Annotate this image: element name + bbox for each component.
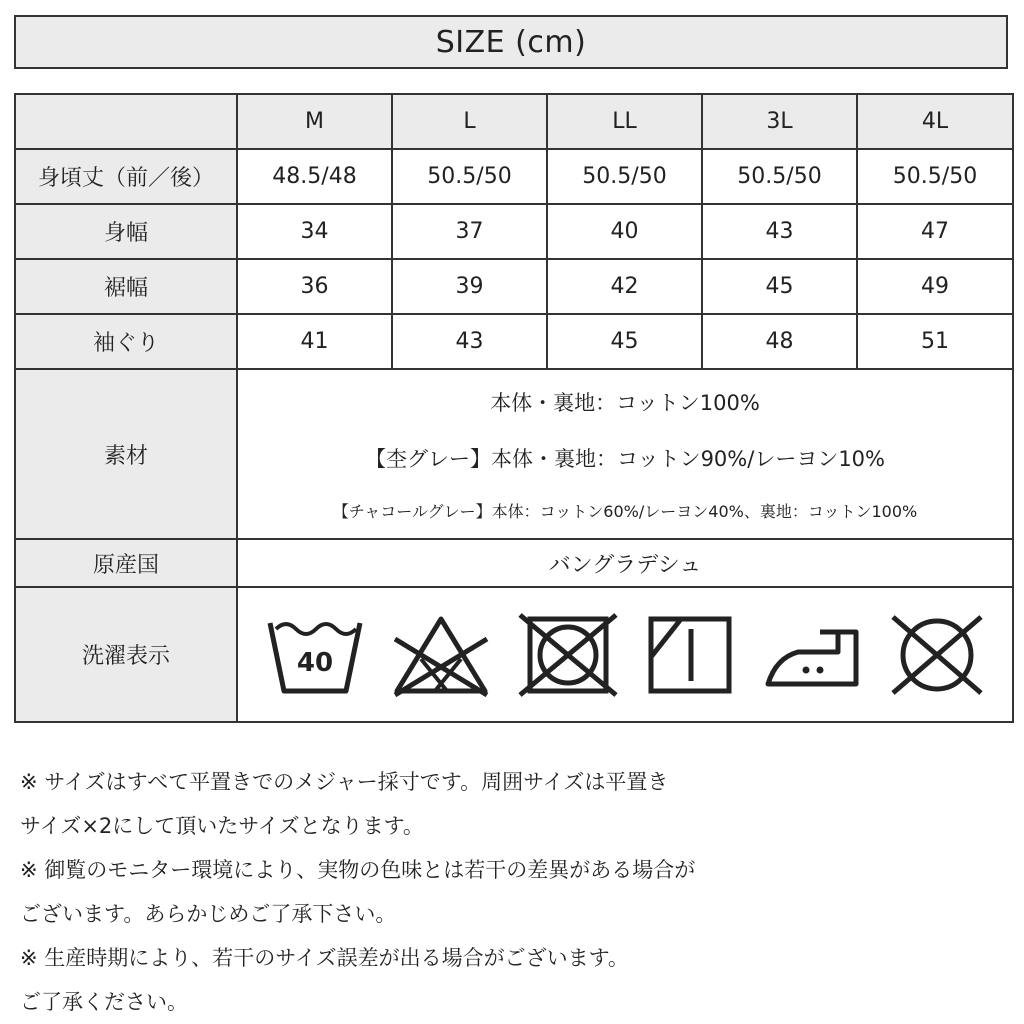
cell-value: 40 (547, 204, 702, 259)
size-header-ll: LL (547, 94, 702, 149)
note-line: ございます。あらかじめご了承下さい。 (20, 902, 397, 926)
origin-row (15, 539, 1013, 587)
note-line: サイズ×2にして頂いたサイズとなります。 (20, 814, 424, 838)
wash-temp-label: 40 (296, 647, 333, 678)
size-header-3l: 3L (702, 94, 857, 149)
material-row (15, 369, 1013, 539)
cell-value: 42 (547, 259, 702, 314)
cell-value: 34 (237, 204, 392, 259)
care-icons (238, 613, 1012, 697)
size-header-row (15, 94, 1013, 149)
cell-value: 43 (392, 314, 547, 369)
cell-value: 50.5/50 (857, 149, 1013, 204)
origin-value: バングラデシュ (237, 539, 1013, 587)
cell-value: 48 (702, 314, 857, 369)
cell-value: 39 (392, 259, 547, 314)
cell-value: 36 (237, 259, 392, 314)
size-table (14, 93, 1014, 723)
no-bleach-icon (391, 613, 491, 697)
row-label-care: 洗濯表示 (15, 587, 237, 722)
table-row (15, 314, 1013, 369)
material-line-1: 本体・裏地：コットン100% (490, 390, 760, 415)
row-label-length: 身頃丈（前／後） (15, 149, 237, 204)
care-row (15, 587, 1013, 722)
no-tumble-dry-icon (518, 613, 618, 697)
row-label-hem: 裾幅 (15, 259, 237, 314)
table-row (15, 204, 1013, 259)
cell-value: 43 (702, 204, 857, 259)
material-cell (237, 369, 1013, 539)
cell-value: 49 (857, 259, 1013, 314)
page-title: SIZE (cm) (14, 15, 1008, 69)
note-line: ※ サイズはすべて平置きでのメジャー採寸です。周囲サイズは平置き (20, 770, 669, 794)
cell-value: 45 (702, 259, 857, 314)
table-row (15, 149, 1013, 204)
row-label-material: 素材 (15, 369, 237, 539)
size-header-4l: 4L (857, 94, 1013, 149)
size-header-m: M (237, 94, 392, 149)
note-line: ※ 生産時期により、若干のサイズ誤差が出る場合がございます。 (20, 946, 629, 970)
material-line-3: 【チャコールグレー】本体：コットン60%/レーヨン40%、裏地：コットン100% (332, 501, 918, 521)
table-row (15, 259, 1013, 314)
cell-value: 45 (547, 314, 702, 369)
drip-dry-shade-icon (645, 613, 735, 697)
row-label-width: 身幅 (15, 204, 237, 259)
cell-value: 51 (857, 314, 1013, 369)
note-line: ご了承ください。 (20, 990, 188, 1014)
note-line: ※ 御覧のモニター環境により、実物の色味とは若干の差異がある場合が (20, 858, 696, 882)
cell-value: 50.5/50 (702, 149, 857, 204)
size-header-l: L (392, 94, 547, 149)
row-label-armhole: 袖ぐり (15, 314, 237, 369)
cell-value: 37 (392, 204, 547, 259)
cell-value: 48.5/48 (237, 149, 392, 204)
cell-value: 47 (857, 204, 1013, 259)
notes (20, 760, 1010, 1024)
row-label-origin: 原産国 (15, 539, 237, 587)
material-line-2: 【杢グレー】本体・裏地：コットン90%/レーヨン10% (364, 446, 885, 471)
care-cell (237, 587, 1013, 722)
wash-40-icon (266, 615, 364, 695)
no-dry-clean-icon (889, 613, 985, 697)
corner-cell (15, 94, 237, 149)
iron-medium-icon (762, 620, 862, 690)
cell-value: 50.5/50 (547, 149, 702, 204)
cell-value: 41 (237, 314, 392, 369)
cell-value: 50.5/50 (392, 149, 547, 204)
